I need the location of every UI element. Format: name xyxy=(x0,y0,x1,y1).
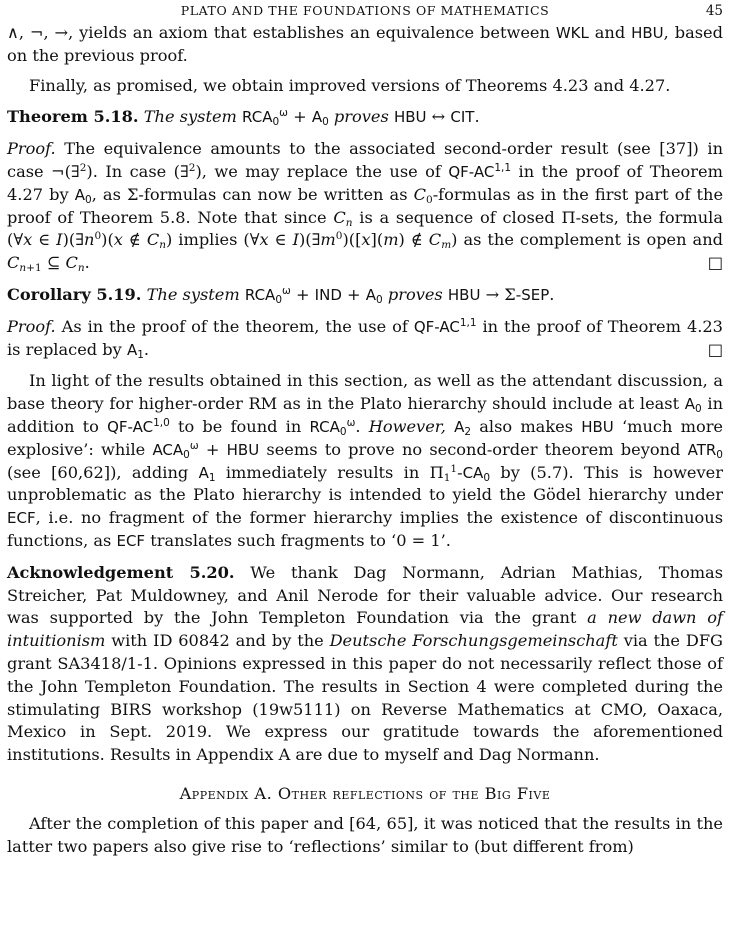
proof1-text-6: -formulas as in the first part of the proof of Theorem 5.8. Note that since xyxy=(7,184,724,227)
corollary-statement: The system xyxy=(146,284,240,304)
disc-text-12: translates such fragments to ‘0 = 1’. xyxy=(150,530,451,550)
corollary-proves: proves xyxy=(387,284,443,304)
proof1-text-5: , as Σ-formulas can now be written as xyxy=(91,184,408,204)
proof1-text-4: in the proof of Theorem 4.27 by xyxy=(7,161,723,204)
disc-text-1: In light of the results obtained in this section, as well as the attendant discussion, a base theory for higher-order RM as in the Plato hierarchy should include at least xyxy=(7,371,723,414)
theorem-statement: The system xyxy=(143,107,237,127)
proof-corollary-5-19: Proof. As in the proof of the theorem, the use of QF-AC$^{1,1}$ in the proof of Theorem 4.23 is replaced by $A_1$. □ xyxy=(7,316,723,361)
appendix-paragraph: After the completion of this paper and [64, 65], it was noticed that the results in the latter two papers also give rise to ‘reflections’ similar to (but different from) xyxy=(7,813,723,856)
intro-text-b: based on the previous proof. xyxy=(7,23,723,65)
theorem-proves: proves xyxy=(333,107,389,127)
ack-label: Acknowledgement 5.20. xyxy=(7,562,235,582)
disc-text-10: by (5.7). This is however unproblematic as the Plato hierarchy is intended to yield the Gödel hierarchy under xyxy=(7,462,723,505)
acknowledgement-paragraph xyxy=(7,562,723,767)
disc-text-9: immediately results in xyxy=(225,462,420,482)
proof1-text-3: , we may replace the use of xyxy=(201,161,441,181)
corollary-label: Corollary 5.19. xyxy=(7,284,142,304)
running-title: PLATO AND THE FOUNDATIONS OF MATHEMATICS xyxy=(180,3,550,18)
theorem-5-18: Theorem 5.18. The system $RCA_0^\omega + A_0$ proves HBU ↔ CIT. xyxy=(7,107,480,129)
qed-box-2: □ xyxy=(707,339,723,359)
proof1-text-8: implies xyxy=(178,230,238,250)
proof2-text-1: As in the proof of the theorem, the use of xyxy=(61,316,408,336)
intro-text-a: yields an axiom that establishes an equivalence between xyxy=(79,23,550,42)
proof1-text-2: . In case xyxy=(92,161,167,181)
proof1-text-9: as the complement is open and xyxy=(463,230,723,250)
proof2-text-2: in the proof of Theorem 4.23 is replaced by xyxy=(7,316,723,359)
proof-theorem-5-18: Proof. The equivalence amounts to the associated second-order result (see [37]) in case ¬(∃$^2$). In case (∃$^2$), we may replace the use of QF-AC$^{1,1}$ in the proof of Theorem 4.27 by $A_0$, as Σ-formulas can now be written as $C_0$-formulas as in the first part of the proof of Theorem 5.8. Note that since $C_n$ is a sequence of closed Π-sets, the formula (∀x ∈ $I)(\exists n^0)(x$ ∉ $C_n$) implies (∀x ∈ $I)(\exists m^0)([x](m)$ ∉ $C_m$) as the complement is open and $C_{n+1}$ ⊆ $C_n$. □ xyxy=(7,139,724,275)
corollary-5-19: Corollary 5.19. The system $RCA_0^\omega$ + IND + $A_0$ proves HBU → Σ-SEP. xyxy=(7,284,555,306)
disc-text-5: also makes xyxy=(479,416,574,436)
disc-text-7: seems to prove no second-order theorem beyond xyxy=(266,439,681,459)
ack-grant-title: a new dawn of intuitionism xyxy=(7,608,723,651)
disc-text-8: (see [60,62]), adding xyxy=(7,462,189,482)
paper-page xyxy=(7,0,723,858)
page-number: 45 xyxy=(705,3,723,19)
disc-text-2: in addition to xyxy=(7,394,723,436)
proof2-label: Proof. xyxy=(7,316,56,336)
finally-paragraph: Finally, as promised, we obtain improved versions of Theorems 4.23 and 4.27. xyxy=(29,75,671,95)
disc-text-11: , i.e. no fragment of the former hierarchy implies the existence of discontinuous functions, as xyxy=(7,508,723,550)
theorem-label: Theorem 5.18. xyxy=(7,107,139,127)
intro-paragraph: ∧, ¬, →, yields an axiom that establishes an equivalence between WKL and HBU, based on the previous proof. xyxy=(7,23,723,65)
ack-dfg-name: Deutsche Forschungsgemeinschaft xyxy=(329,631,618,651)
proof-label: Proof. xyxy=(7,139,56,159)
appendix-heading: Appendix A. Other reflections of the Big Five xyxy=(179,783,551,803)
qed-box: □ xyxy=(707,253,723,273)
ack-text-2: with ID 60842 and by the xyxy=(111,631,324,651)
disc-text-3: to be found in xyxy=(177,416,302,436)
proof1-text-7: is a sequence of closed Π-sets, the formula xyxy=(359,207,723,227)
disc-text-6: ‘much more explosive’: while xyxy=(7,416,724,459)
discussion-paragraph: In light of the results obtained in this section, as well as the attendant discussion, a base theory for higher-order RM as in the Plato hierarchy should include at least $A_0$ in addition to QF-AC$^{1,0}$ to be found in $RCA_0^\omega$. However, $A_2$ also makes HBU ‘much more explosive’: while $ACA_0^\omega$ + HBU seems to prove no second-order theorem beyond $ATR_0$ (see [60,62]), adding $A_1$ immediately results in $\Pi_1^1-CA_0$ by (5.7). This is however unproblematic as the Plato hierarchy is intended to yield the Gödel hierarchy under ECF, i.e. no fragment of the former hierarchy implies the existence of discontinuous functions, as ECF translates such fragments to ‘0 = 1’. xyxy=(7,371,724,550)
running-header xyxy=(7,0,723,22)
disc-text-4: However, xyxy=(368,416,446,436)
proof1-text-1: The equivalence amounts to the associated second-order result (see [37]) in case xyxy=(7,139,723,181)
ack-text-3: via the DFG grant SA3418/1-1. Opinions expressed in this paper do not necessarily reflect those of the John Templeton Foundation. The results in Section 4 were completed during the stimulating BIRS workshop (19w5111) on Reverse Mathematics at CMO, Oaxaca, Mexico in Sept. 2019. We express our gratitude towards the aforementioned institutions. Results in Appendix A are due to myself and Dag Normann. xyxy=(7,631,723,765)
ack-text-1: We thank Dag Normann, Adrian Mathias, Thomas Streicher, Pat Muldowney, and Anil Nerode for their valuable advice. Our research was supported by the John Templeton Foundation via the grant xyxy=(7,562,724,628)
